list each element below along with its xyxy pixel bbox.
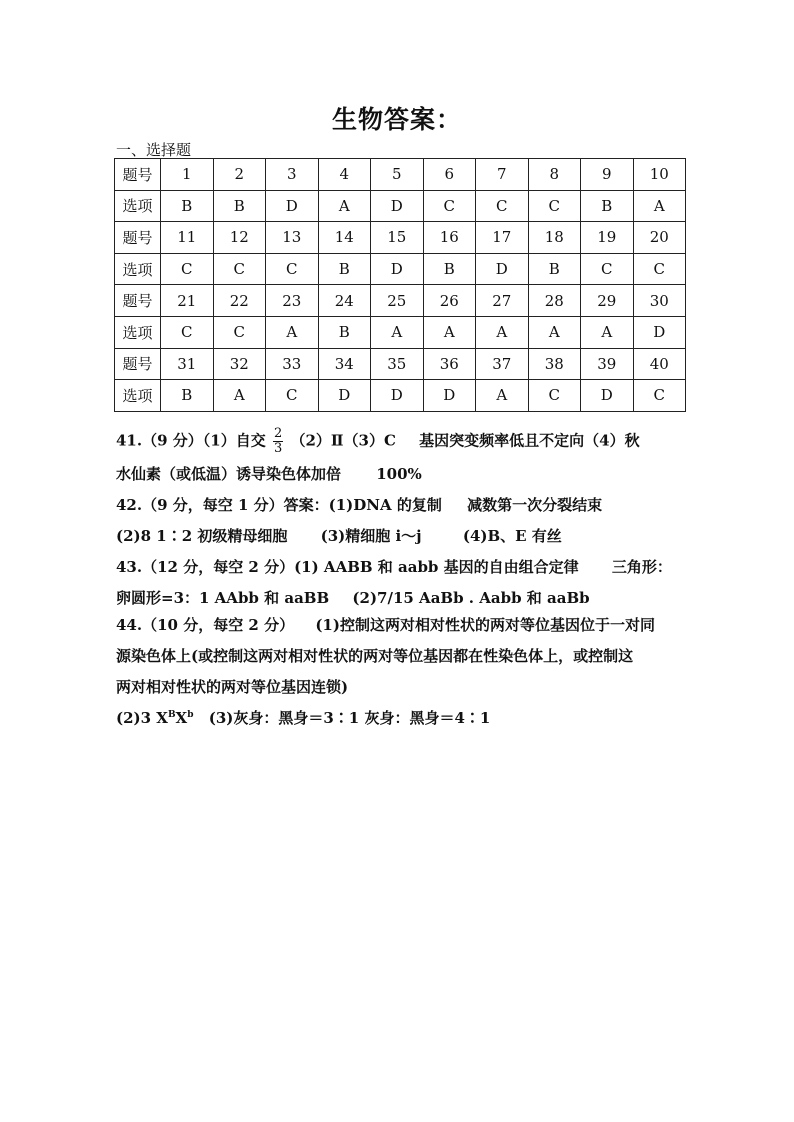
question-number-cell: 38 bbox=[528, 348, 581, 380]
question-number-cell: 16 bbox=[423, 222, 476, 254]
q44-line-3: 两对相对性状的两对等位基因连锁) bbox=[116, 678, 349, 696]
q41-percent: 100% bbox=[376, 465, 422, 483]
question-number-cell: 10 bbox=[633, 159, 686, 191]
answer-choice-cell: B bbox=[581, 190, 634, 222]
question-number-cell: 36 bbox=[423, 348, 476, 380]
answer-choice-cell: D bbox=[633, 316, 686, 348]
answer-choice-cell: C bbox=[528, 190, 581, 222]
number-row bbox=[115, 159, 686, 191]
q41-part3: 基因突变频率低且不定向（4）秋 bbox=[419, 431, 640, 450]
row-label: 选项 bbox=[115, 253, 161, 285]
choice-row bbox=[115, 253, 686, 285]
row-label: 题号 bbox=[115, 222, 161, 254]
answer-choice-cell: A bbox=[476, 380, 529, 412]
q44-line-1 bbox=[116, 614, 655, 635]
question-number-cell: 20 bbox=[633, 222, 686, 254]
question-number-cell: 23 bbox=[266, 285, 319, 317]
question-number-cell: 8 bbox=[528, 159, 581, 191]
question-number-cell: 25 bbox=[371, 285, 424, 317]
answer-choice-cell: A bbox=[528, 316, 581, 348]
question-number-cell: 18 bbox=[528, 222, 581, 254]
answer-choice-cell: D bbox=[371, 253, 424, 285]
row-label: 选项 bbox=[115, 380, 161, 412]
q44-line4-a: (2)3 X bbox=[116, 709, 168, 727]
q41-part2: （2）Ⅱ（3）C bbox=[290, 431, 396, 450]
answer-choice-cell: A bbox=[633, 190, 686, 222]
question-number-cell: 1 bbox=[161, 159, 214, 191]
answer-choice-cell: C bbox=[633, 253, 686, 285]
row-label: 题号 bbox=[115, 159, 161, 191]
question-number-cell: 11 bbox=[161, 222, 214, 254]
answer-choice-cell: C bbox=[266, 380, 319, 412]
answer-choice-cell: D bbox=[371, 190, 424, 222]
answer-table bbox=[114, 158, 686, 412]
row-label: 选项 bbox=[115, 190, 161, 222]
question-number-cell: 28 bbox=[528, 285, 581, 317]
q41-fraction bbox=[273, 427, 283, 456]
answer-choice-cell: C bbox=[213, 253, 266, 285]
question-number-cell: 7 bbox=[476, 159, 529, 191]
q43-line1-a: 43.（12 分，每空 2 分）(1) AABB 和 aabb 基因的自由组合定律 bbox=[116, 558, 579, 576]
question-number-cell: 22 bbox=[213, 285, 266, 317]
question-number-cell: 27 bbox=[476, 285, 529, 317]
answer-choice-cell: C bbox=[528, 380, 581, 412]
q44-line-4 bbox=[116, 707, 490, 728]
answer-choice-cell: A bbox=[581, 316, 634, 348]
q44-line-2: 源染色体上(或控制这两对相对性状的两对等位基因都在性染色体上，或控制这 bbox=[116, 647, 634, 665]
q42-line2-a: (2)8 1∶2 初级精母细胞 bbox=[116, 527, 288, 545]
answer-choice-cell: C bbox=[213, 316, 266, 348]
row-label: 题号 bbox=[115, 348, 161, 380]
question-number-cell: 32 bbox=[213, 348, 266, 380]
q41-line-1 bbox=[116, 427, 640, 456]
fraction-numerator: 2 bbox=[273, 426, 283, 441]
answer-choice-cell: B bbox=[161, 380, 214, 412]
answer-choice-cell: B bbox=[318, 316, 371, 348]
answer-choice-cell: B bbox=[423, 253, 476, 285]
answer-choice-cell: D bbox=[318, 380, 371, 412]
question-number-cell: 14 bbox=[318, 222, 371, 254]
q44-x2: X bbox=[175, 709, 188, 727]
question-number-cell: 17 bbox=[476, 222, 529, 254]
answer-choice-cell: C bbox=[633, 380, 686, 412]
q42-line2-b: (3)精细胞 i～j bbox=[320, 527, 422, 545]
number-row bbox=[115, 222, 686, 254]
answer-choice-cell: A bbox=[318, 190, 371, 222]
page-title: 生物答案： bbox=[331, 105, 462, 134]
q42-line-1 bbox=[116, 494, 602, 515]
choice-row bbox=[115, 316, 686, 348]
q42-line1-b: 减数第一次分裂结束 bbox=[467, 496, 603, 514]
row-label: 选项 bbox=[115, 316, 161, 348]
answer-choice-cell: D bbox=[581, 380, 634, 412]
question-number-cell: 4 bbox=[318, 159, 371, 191]
question-number-cell: 19 bbox=[581, 222, 634, 254]
number-row bbox=[115, 348, 686, 380]
question-number-cell: 3 bbox=[266, 159, 319, 191]
answer-choice-cell: C bbox=[581, 253, 634, 285]
answer-choice-cell: A bbox=[423, 316, 476, 348]
q44-line1-b: (1)控制这两对相对性状的两对等位基因位于一对同 bbox=[315, 616, 655, 634]
question-number-cell: 5 bbox=[371, 159, 424, 191]
section-heading: 一、选择题 bbox=[116, 141, 192, 159]
question-number-cell: 6 bbox=[423, 159, 476, 191]
question-number-cell: 35 bbox=[371, 348, 424, 380]
question-number-cell: 33 bbox=[266, 348, 319, 380]
answer-choice-cell: C bbox=[266, 253, 319, 285]
q44-line4-b: (3)灰身：黑身＝3∶1 灰身：黑身＝4∶1 bbox=[208, 709, 491, 727]
question-number-cell: 9 bbox=[581, 159, 634, 191]
q42-line1-a: 42.（9 分，每空 1 分）答案：(1)DNA 的复制 bbox=[116, 496, 442, 514]
question-number-cell: 26 bbox=[423, 285, 476, 317]
answer-choice-cell: C bbox=[423, 190, 476, 222]
answer-choice-cell: A bbox=[266, 316, 319, 348]
q42-line-2 bbox=[116, 525, 562, 546]
fraction-denominator: 3 bbox=[273, 441, 283, 456]
q41-line2-text: 水仙素（或低温）诱导染色体加倍 bbox=[116, 465, 342, 483]
question-number-cell: 37 bbox=[476, 348, 529, 380]
q41-line-2 bbox=[116, 463, 422, 484]
q43-line-1 bbox=[116, 556, 672, 577]
answer-choice-cell: A bbox=[371, 316, 424, 348]
question-number-cell: 24 bbox=[318, 285, 371, 317]
answer-choice-cell: A bbox=[476, 316, 529, 348]
superscript-b-upper: B bbox=[167, 710, 176, 720]
answer-choice-cell: B bbox=[318, 253, 371, 285]
question-number-cell: 12 bbox=[213, 222, 266, 254]
question-number-cell: 30 bbox=[633, 285, 686, 317]
answer-choice-cell: C bbox=[161, 253, 214, 285]
answer-choice-cell: B bbox=[213, 190, 266, 222]
answer-choice-cell: C bbox=[161, 316, 214, 348]
q43-line2-a: 卵圆形=3：1 AAbb 和 aaBB bbox=[116, 589, 330, 607]
answer-choice-cell: A bbox=[213, 380, 266, 412]
q43-line-2 bbox=[116, 587, 590, 608]
question-number-cell: 13 bbox=[266, 222, 319, 254]
answer-choice-cell: D bbox=[423, 380, 476, 412]
q43-line1-b: 三角形： bbox=[611, 558, 672, 576]
question-number-cell: 21 bbox=[161, 285, 214, 317]
question-number-cell: 39 bbox=[581, 348, 634, 380]
choice-row bbox=[115, 190, 686, 222]
superscript-b-lower: b bbox=[187, 710, 194, 720]
answer-choice-cell: C bbox=[476, 190, 529, 222]
question-number-cell: 34 bbox=[318, 348, 371, 380]
q43-line2-b: (2)7/15 AaBb . Aabb 和 aaBb bbox=[352, 589, 590, 607]
question-number-cell: 2 bbox=[213, 159, 266, 191]
question-number-cell: 15 bbox=[371, 222, 424, 254]
answer-choice-cell: B bbox=[161, 190, 214, 222]
q44-line1-a: 44.（10 分，每空 2 分） bbox=[116, 616, 295, 634]
answer-choice-cell: D bbox=[371, 380, 424, 412]
answer-choice-cell: B bbox=[528, 253, 581, 285]
question-number-cell: 31 bbox=[161, 348, 214, 380]
choice-row bbox=[115, 380, 686, 412]
question-number-cell: 40 bbox=[633, 348, 686, 380]
answer-choice-cell: D bbox=[266, 190, 319, 222]
q41-prefix: 41.（9 分）（1）自交 bbox=[116, 431, 266, 450]
number-row bbox=[115, 285, 686, 317]
answer-choice-cell: D bbox=[476, 253, 529, 285]
q42-line2-c: (4)B、E 有丝 bbox=[462, 527, 562, 545]
row-label: 题号 bbox=[115, 285, 161, 317]
question-number-cell: 29 bbox=[581, 285, 634, 317]
